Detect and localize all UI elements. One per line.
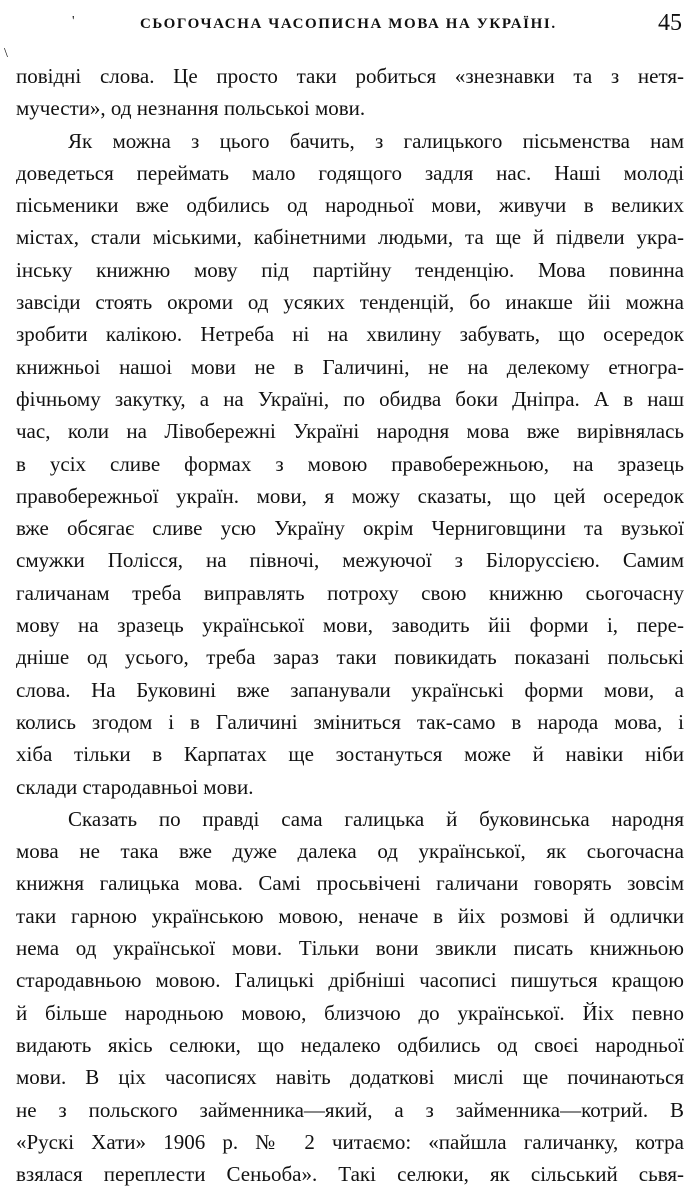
text-line: видають якісь селюки, що недалеко одбились од своєі народньої (16, 1032, 684, 1057)
text-line: правобережньої україн. мови, я можу сказаты, що цей осередок (16, 483, 684, 508)
body-text (16, 60, 684, 1190)
text-line: зробити калікою. Нетреба ні на хвилину забувать, що осередок (16, 322, 684, 347)
text-line: інську книжню мову під партійну тенденцію. Мова повинна (16, 257, 684, 282)
text-line: містах, стали міськими, кабінетними людьми, та ще й підвели укра- (16, 225, 684, 250)
text-line: не з польского займенника—який, а з займенника—котрий. В (16, 1097, 684, 1122)
text-line: вже обсягає сливе усю Україну окрім Черниговщини та вузької (16, 516, 684, 541)
text-line: смужки Полісся, на півночі, межуючої з Білоруссією. Самим (16, 548, 684, 573)
text-line: книжньоі нашоі мови не в Галичині, не на делекому етногра- (16, 354, 684, 379)
text-line: мову на зразець української мови, заводить йіі форми і, пере- (16, 613, 684, 638)
text-line: Як можна з цього бачить, з галицького пісьменства нам (68, 128, 684, 153)
running-head (0, 10, 700, 40)
header-tick: ' (72, 14, 75, 29)
text-line: фічньому закутку, а на Україні, по обидва боки Дніпра. А в наш (16, 386, 684, 411)
text-line: мучести», од незнання польськоі мови. (16, 96, 366, 121)
text-line: хіба тільки в Карпатах ще зостануться може й навіки ніби (16, 742, 684, 767)
text-line: мова не така вже дуже далека од української, як сьогочасна (16, 839, 684, 864)
margin-mark: \ (4, 46, 8, 61)
text-line: завсіди стоять окроми од усяких тенденцій, бо инакше йіі можна (16, 290, 684, 315)
text-line: колись згодом і в Галичині зміниться так-само в народа мова, і (16, 709, 684, 734)
page-number: 45 (658, 10, 682, 36)
text-line: час, коли на Лівобережні Україні народня мова вже вирівнялась (16, 419, 684, 444)
text-line: й більше народньою мовою, близчою до української. Йіх певно (16, 1000, 684, 1025)
text-line: «Рускі Хати» 1906 р. № 2 читаємо: «пайшла галичанку, котра (16, 1129, 684, 1154)
text-line: склади стародавньоі мови. (16, 774, 254, 799)
text-line: Сказать по правді сама галицька й буковинська народня (68, 806, 684, 831)
text-line: нема од української мови. Тільки вони звикли писать книжньою (16, 936, 684, 961)
text-line: стародавньою мовою. Галицькі дрібніші часописі пишуться кращою (16, 968, 684, 993)
text-line: пісьменики вже одбились од народньої мови, живучи в великих (16, 193, 684, 218)
text-line: книжня галицька мова. Самі просьвічені галичани говорять зовсім (16, 871, 684, 896)
text-line: таки гарною українською мовою, неначе в йіх розмові й одлички (16, 903, 684, 928)
text-line: доведеться переймать мало годящого задля нас. Наші молоді (16, 160, 684, 185)
text-line: слова. На Буковині вже запанували українські форми мови, а (16, 677, 684, 702)
running-title: СЬОГОЧАСНА ЧАСОПИСНА МОВА НА УКРАЇНІ. (140, 16, 557, 32)
text-line: галичанам треба виправлять потроху свою книжню сьогочасну (16, 580, 684, 605)
text-line: мови. В ціх часописях навіть додаткові мислі ще починаються (16, 1065, 684, 1090)
text-line: дніше од усього, треба зараз таки повикидать показані польські (16, 645, 684, 670)
text-line: взялася переплести Сеньоба». Такі селюки, як сільський сьвя- (16, 1162, 684, 1187)
text-line: повідні слова. Це просто таки робиться «знезнавки та з нетя- (16, 64, 684, 88)
text-line: в усіх сливе формах з мовою правобережньою, на зразець (16, 451, 684, 476)
